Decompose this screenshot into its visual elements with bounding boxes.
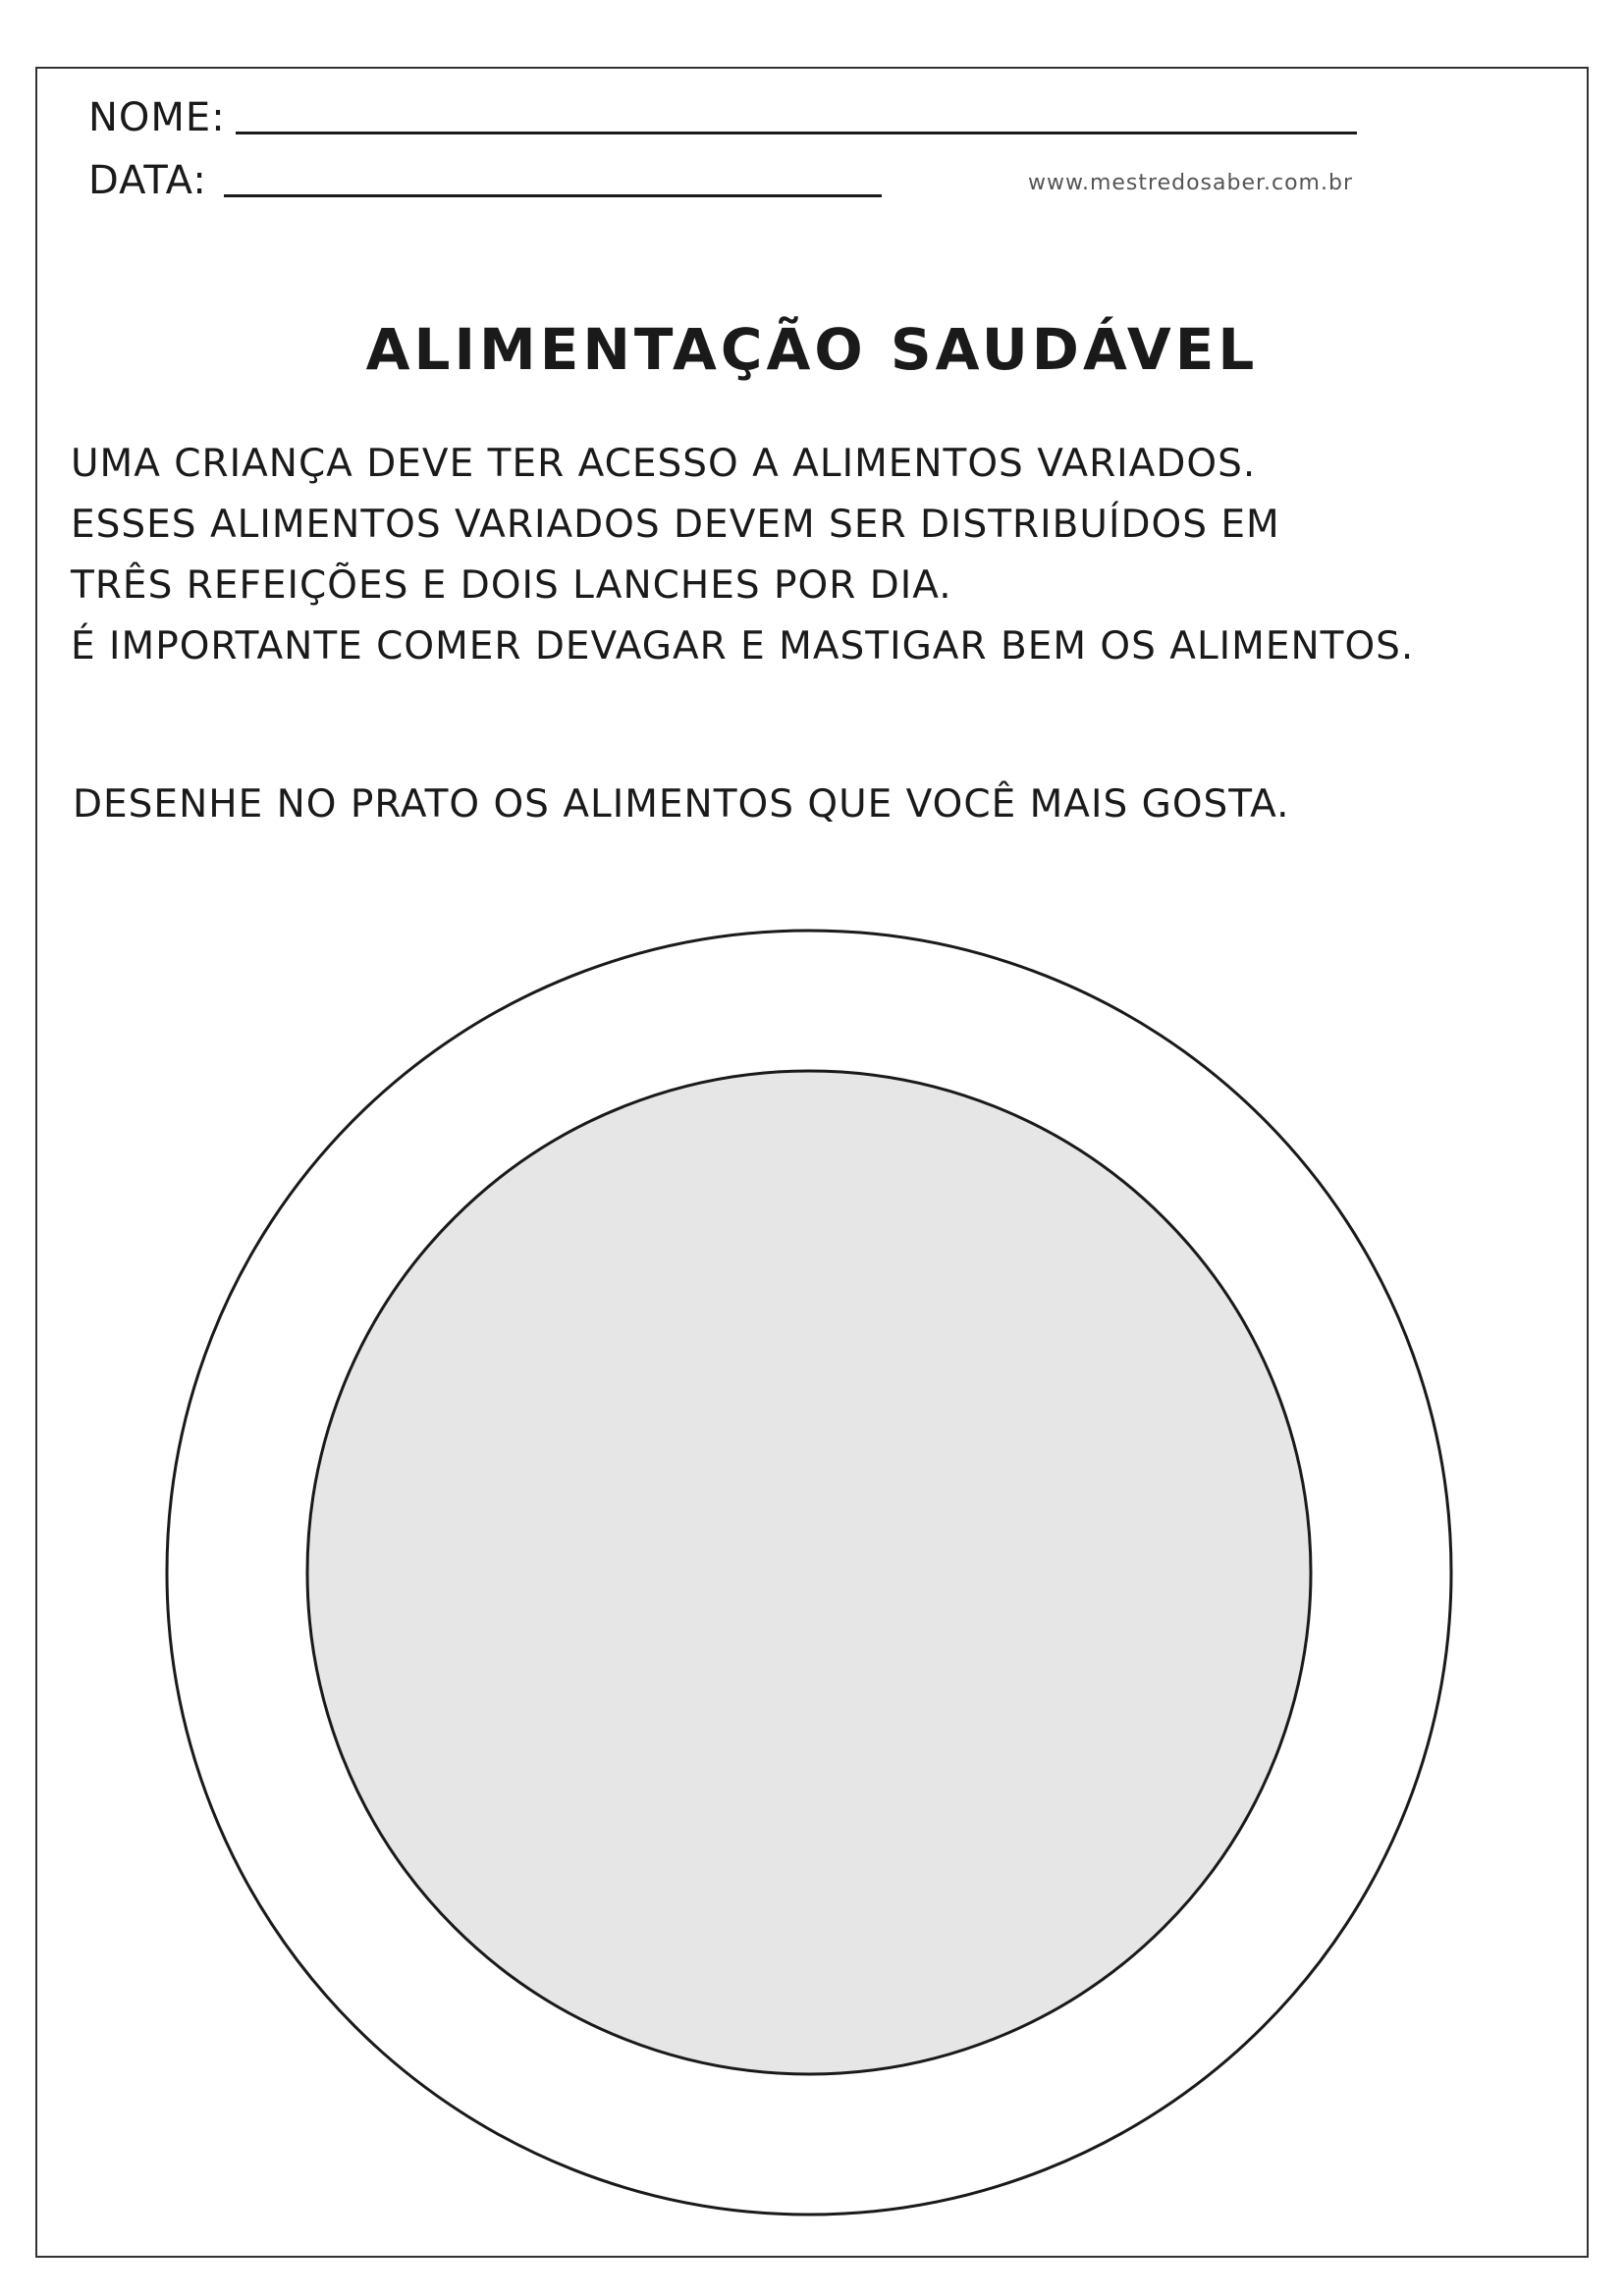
drawing-instruction: DESENHE NO PRATO OS ALIMENTOS QUE VOCÊ MAIS GOSTA. bbox=[73, 782, 1290, 827]
paragraph-line: É IMPORTANTE COMER DEVAGAR E MASTIGAR BEM OS ALIMENTOS. bbox=[71, 624, 1415, 668]
intro-paragraph bbox=[71, 434, 1583, 677]
page-title: ALIMENTAÇÃO SAUDÁVEL bbox=[365, 316, 1259, 383]
website-url: www.mestredosaber.com.br bbox=[1028, 171, 1353, 195]
paragraph-line: ESSES ALIMENTOS VARIADOS DEVEM SER DISTRIBUÍDOS EM bbox=[71, 503, 1280, 547]
name-label: NOME: bbox=[88, 95, 226, 140]
name-line[interactable] bbox=[236, 132, 1357, 134]
date-label: DATA: bbox=[88, 158, 207, 203]
paragraph-line: TRÊS REFEIÇÕES E DOIS LANCHES POR DIA. bbox=[71, 563, 952, 608]
paragraph-line: UMA CRIANÇA DEVE TER ACESSO A ALIMENTOS VARIADOS. bbox=[71, 442, 1257, 486]
date-line[interactable] bbox=[224, 194, 882, 197]
plate-inner-drawing-area[interactable] bbox=[307, 1071, 1311, 2074]
plate-drawing bbox=[163, 927, 1455, 2218]
